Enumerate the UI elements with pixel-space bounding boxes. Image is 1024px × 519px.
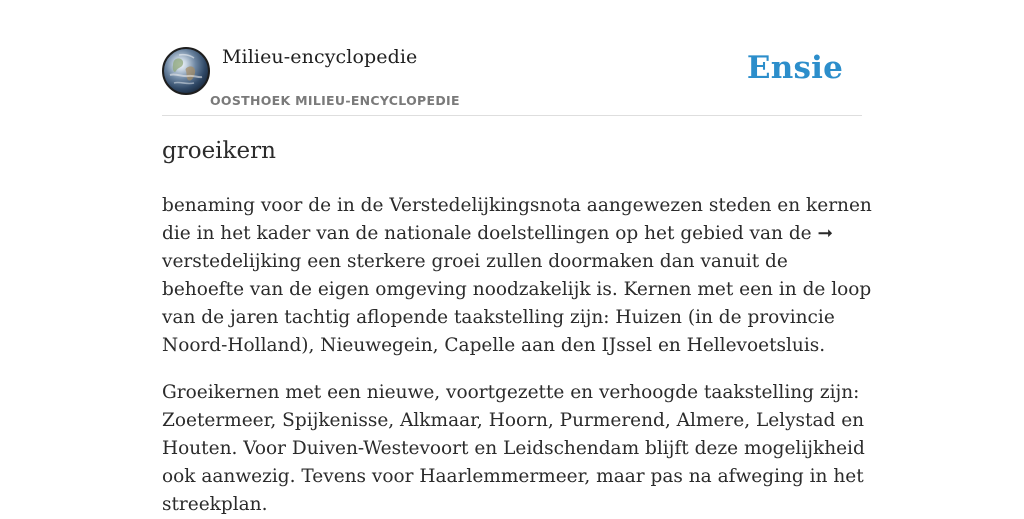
site-name[interactable]: Milieu-encyclopedie [222, 46, 418, 68]
entry-paragraph-2: Groeikernen met een nieuwe, voortgezette en verhoogde taakstelling zijn: Zoetermeer, Spijkenisse, Alkmaar, Hoorn, Purmerend, Almere, Lelystad en Houten. Voor Duiven-Westevoort en Leidschendam blijft deze mogelijkheid ook aanwezig. Tevens voor Haarlemmermeer, maar pas na afweging in het streekplan. [162, 382, 865, 515]
site-subtitle[interactable]: OOSTHOEK MILIEU-ENCYCLOPEDIE [210, 93, 460, 108]
paragraph-1-text-end: een sterkere groei zullen doormaken dan vanuit de behoefte van de eigen omgeving noodzakelijk is. Kernen met een in de loop van de jaren tachtig aflopende taakstelling zijn: Huizen (in de provincie Noord-Holland), Nieuwegein, Capelle aan den IJssel en Hellevoetsluis. [162, 251, 872, 356]
page [162, 0, 872, 515]
cross-reference-label: verstedelijking [162, 251, 302, 272]
entry-title: groeikern [162, 138, 276, 164]
earth-globe-icon[interactable] [162, 47, 210, 95]
header [162, 0, 862, 116]
paragraph-1-text-start: benaming voor de in de Verstedelijkingsnota aangewezen steden en kernen die in het kader van de nationale doelstellingen op het gebied van de [162, 195, 872, 244]
entry-paragraph-1 [162, 192, 872, 360]
brand-logo[interactable]: Ensie [746, 50, 843, 86]
arrow-right-icon: ➞ [817, 223, 834, 244]
